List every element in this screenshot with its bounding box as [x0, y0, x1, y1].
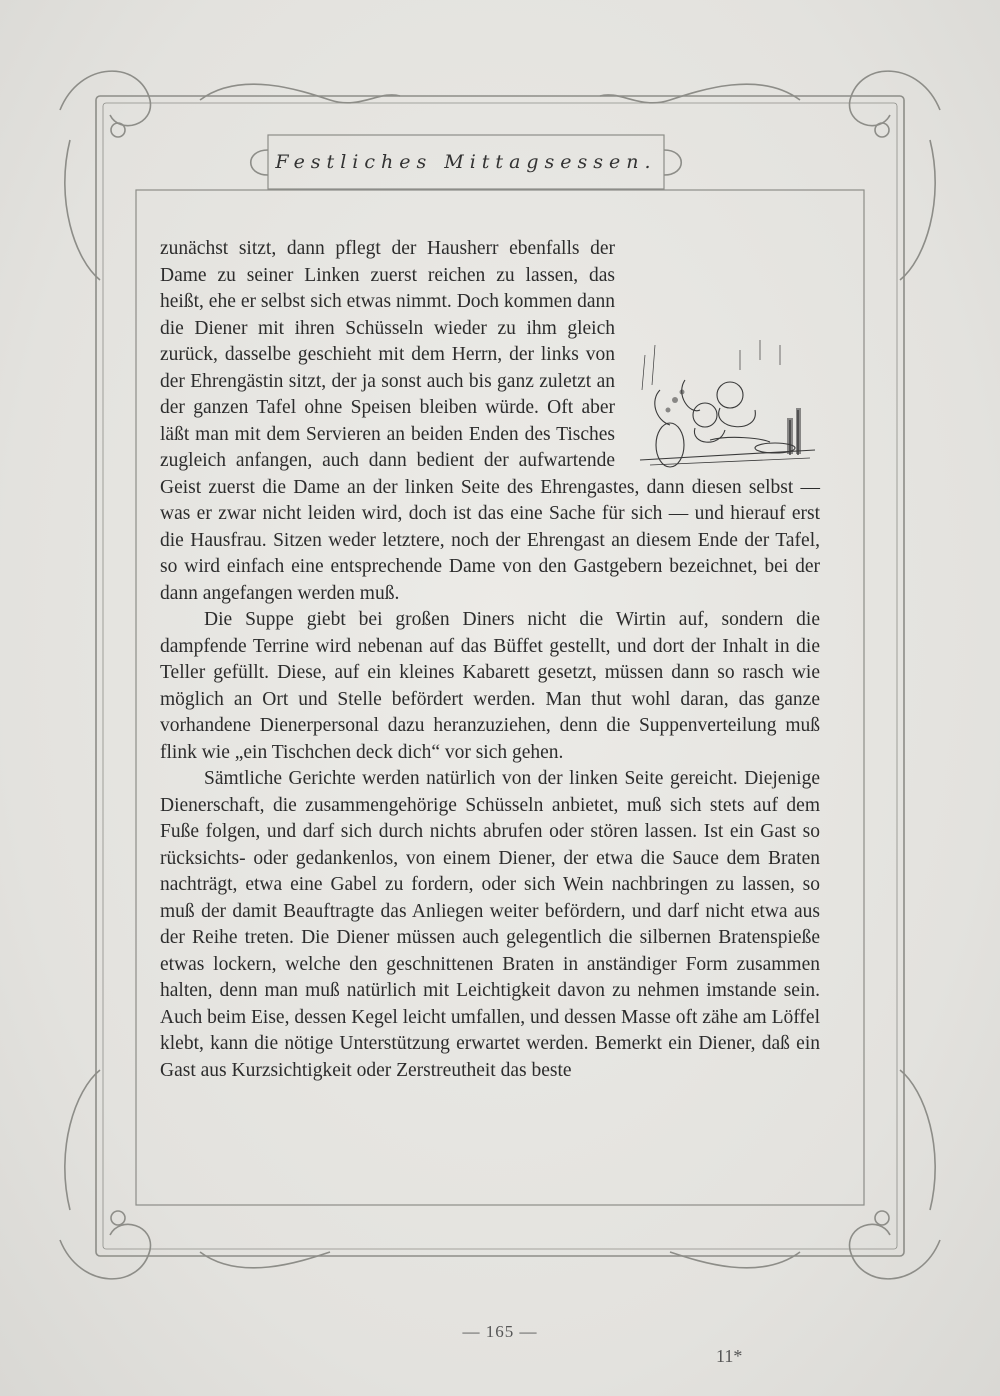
- page-header-title: Festliches Mittagsessen.: [275, 151, 657, 173]
- paragraph-2: Die Suppe giebt bei großen Diners nicht die Wirtin auf, sondern die dampfende Terrine wird nebenan auf das Büffet gestellt, und dort der Inhalt in die Teller gefüllt. Diese, auf ein kleines Kabarett gesetzt, müssen dann so rasch wie möglich an Ort und Stelle befördert werden. Man thut wohl daran, das ganze vorhandene Dienerpersonal dazu heranzuziehen, denn die Suppenverteilung muß flink wie „ein Tischchen deck dich“ vor sich gehen.: [160, 609, 820, 763]
- header-cartouche: [268, 135, 664, 189]
- signature-mark: 11*: [716, 1346, 743, 1366]
- page-number: — 165 —: [462, 1322, 538, 1341]
- paragraph-3: Sämtliche Gerichte werden natürlich von der linken Seite gereicht. Diejenige Dienerschaft, die zusammengehörige Schüsseln anbietet, muß sich stets auf dem Fuße folgen, und darf sich durch nichts abrufen oder stören lassen. Ist ein Gast so rücksichts- oder gedankenlos, von einem Diener, der etwa die Sauce dem Braten nachträgt, etwa eine Gabel zu fordern, oder sich Wein nachbringen zu lassen, so muß der damit Beauftragte das Anliegen weiter befördern, und darf nicht etwa aus der Reihe treten. Die Diener müssen auch gelegentlich die silbernen Bratenspieße etwas lockern, welche den geschnittenen Braten in anständiger Form zusammen halten, denn man muß natürlich mit Leichtigkeit davon zu nehmen imstande sein. Auch beim Eise, dessen Kegel leicht umfallen, und dessen Masse oft zähe am Löffel klebt, kann die nötige Unterstützung erwartet werden. Bemerkt ein Diener, daß ein Gast aus Kurzsichtigkeit oder Zerstreutheit das beste: [160, 768, 820, 1081]
- paragraph-1: zunächst sitzt, dann pflegt der Hausherr ebenfalls der Dame zu seiner Linken zuerst reichen zu lassen, das heißt, ehe er selbst sich etwas nimmt. Doch kommen dann die Diener mit ihren Schüsseln wieder zu ihm gleich zurück, dasselbe geschieht mit dem Herrn, der links von der Ehrengästin sitzt, der ja sonst auch bis ganz zuletzt an der ganzen Tafel ohne Speisen bleiben würde. Oft aber läßt man mit dem Servieren an beiden Enden des Tisches zugleich anfangen, auch dann bedient der aufwartende Geist zuerst die Dame an der linken Seite des Ehrengastes, dann diesen selbst — was er zwar nicht leiden wird, doch ist das eine Sache für sich — und hierauf erst die Hausfrau. Sitzen weder letztere, noch der Ehrengast an diesem Ende der Tafel, so wird einfach eine entsprechende Dame von den Gastgebern bezeichnet, bei der dann angefangen werden muß.: [160, 238, 820, 604]
- body-text: [160, 236, 820, 1084]
- illustration-spacer: [625, 316, 820, 464]
